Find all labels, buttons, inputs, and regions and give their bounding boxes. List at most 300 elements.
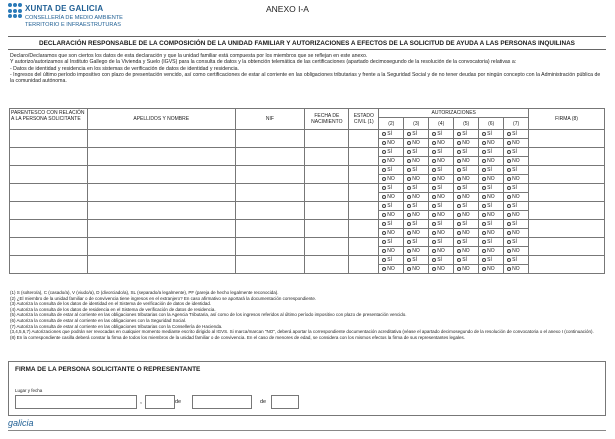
radio-icon[interactable] [432,168,436,172]
table-row [10,166,605,175]
radio-icon[interactable] [457,249,461,253]
radio-icon[interactable] [432,240,436,244]
option-label: NO [487,212,495,218]
auth-7-si-option[interactable] [504,148,529,157]
auth-2-si-option[interactable] [379,220,404,229]
option-label: NO [462,212,470,218]
apellidos-cell[interactable] [87,238,235,256]
auth-5-no-option[interactable] [454,157,479,166]
fecha-cell[interactable] [305,220,349,238]
auth-7-no-option[interactable] [504,229,529,238]
auth-6-si-option[interactable] [479,148,504,157]
option-label: SÍ [462,221,467,227]
day-field[interactable] [145,395,175,409]
radio-icon[interactable] [457,267,461,271]
auth-2-no-option[interactable] [379,229,404,238]
estado-cell[interactable] [349,202,379,220]
parentesco-cell[interactable] [10,256,88,274]
parentesco-cell[interactable] [10,184,88,202]
apellidos-cell[interactable] [87,130,235,148]
auth-7-no-option[interactable] [504,265,529,274]
radio-icon[interactable] [382,168,386,172]
fecha-cell[interactable] [305,166,349,184]
option-label: NO [462,194,470,200]
option-label: NO [437,266,445,272]
auth-5-no-option[interactable] [454,175,479,184]
auth-4-si-option[interactable] [429,256,454,265]
radio-icon[interactable] [382,231,386,235]
radio-icon[interactable] [407,267,411,271]
auth-6-no-option[interactable] [479,139,504,148]
fecha-cell[interactable] [305,148,349,166]
footnotes [10,290,606,340]
radio-icon[interactable] [432,267,436,271]
auth-3-no-option[interactable] [404,229,429,238]
option-label: SÍ [462,167,467,173]
fecha-cell[interactable] [305,256,349,274]
radio-icon[interactable] [382,213,386,217]
auth-7-no-option[interactable] [504,247,529,256]
radio-icon[interactable] [507,258,511,262]
header-auth-4: (4) [429,118,454,130]
apellidos-cell[interactable] [87,148,235,166]
auth-3-si-option[interactable] [404,238,429,247]
auth-7-si-option[interactable] [504,238,529,247]
option-label: SÍ [487,239,492,245]
auth-2-si-option[interactable] [379,256,404,265]
radio-icon[interactable] [407,213,411,217]
radio-icon[interactable] [407,150,411,154]
nif-cell[interactable] [235,130,305,148]
auth-5-si-option[interactable] [454,220,479,229]
auth-3-si-option[interactable] [404,148,429,157]
estado-cell[interactable] [349,130,379,148]
radio-icon[interactable] [507,213,511,217]
option-label: SÍ [462,203,467,209]
auth-7-si-option[interactable] [504,256,529,265]
option-label: SÍ [487,221,492,227]
radio-icon[interactable] [507,195,511,199]
radio-icon[interactable] [482,258,486,262]
option-label: NO [412,230,420,236]
auth-4-si-option[interactable] [429,130,454,139]
auth-3-no-option[interactable] [404,193,429,202]
auth-3-si-option[interactable] [404,184,429,193]
radio-icon[interactable] [432,150,436,154]
radio-icon[interactable] [507,132,511,136]
option-label: SÍ [462,185,467,191]
radio-icon[interactable] [507,159,511,163]
firma-cell[interactable] [529,148,605,166]
auth-4-no-option[interactable] [429,229,454,238]
option-label: NO [462,176,470,182]
header-parentesco: PARENTESCO CON RELACIÓN A LA PERSONA SOLICITANTE [10,109,88,130]
apellidos-cell[interactable] [87,166,235,184]
auth-4-si-option[interactable] [429,220,454,229]
auth-4-no-option[interactable] [429,175,454,184]
option-label: NO [462,266,470,272]
radio-icon[interactable] [457,177,461,181]
radio-icon[interactable] [482,159,486,163]
parentesco-cell[interactable] [10,238,88,256]
auth-7-no-option[interactable] [504,139,529,148]
auth-6-no-option[interactable] [479,193,504,202]
option-label: NO [437,140,445,146]
radio-icon[interactable] [507,240,511,244]
apellidos-cell[interactable] [87,184,235,202]
auth-7-no-option[interactable] [504,193,529,202]
auth-2-si-option[interactable] [379,202,404,211]
auth-7-si-option[interactable] [504,130,529,139]
table-row [10,202,605,211]
option-label: NO [387,158,395,164]
radio-icon[interactable] [432,141,436,145]
radio-icon[interactable] [482,132,486,136]
department-name: CONSELLERÍA DE MEDIO AMBIENTE TERRITORIO E INFRAESTRUTURAS [25,15,123,28]
radio-icon[interactable] [507,168,511,172]
radio-icon[interactable] [382,150,386,154]
auth-4-si-option[interactable] [429,184,454,193]
auth-2-si-option[interactable] [379,184,404,193]
auth-3-no-option[interactable] [404,157,429,166]
option-label: SÍ [412,131,417,137]
radio-icon[interactable] [432,177,436,181]
auth-5-no-option[interactable] [454,229,479,238]
option-label: SÍ [462,257,467,263]
radio-icon[interactable] [382,159,386,163]
parentesco-cell[interactable] [10,130,88,148]
radio-icon[interactable] [407,204,411,208]
auth-2-no-option[interactable] [379,175,404,184]
nif-cell[interactable] [235,148,305,166]
radio-icon[interactable] [432,186,436,190]
year-field[interactable] [271,395,299,409]
auth-2-no-option[interactable] [379,211,404,220]
radio-icon[interactable] [482,213,486,217]
auth-3-si-option[interactable] [404,256,429,265]
radio-icon[interactable] [432,231,436,235]
auth-5-si-option[interactable] [454,256,479,265]
option-label: SÍ [462,131,467,137]
option-label: NO [512,212,520,218]
option-label: NO [437,194,445,200]
auth-6-no-option[interactable] [479,247,504,256]
auth-3-si-option[interactable] [404,166,429,175]
fecha-cell[interactable] [305,130,349,148]
auth-3-no-option[interactable] [404,175,429,184]
radio-icon[interactable] [407,258,411,262]
radio-icon[interactable] [432,249,436,253]
radio-icon[interactable] [457,159,461,163]
auth-6-no-option[interactable] [479,229,504,238]
radio-icon[interactable] [382,186,386,190]
radio-icon[interactable] [457,150,461,154]
radio-icon[interactable] [407,177,411,181]
radio-icon[interactable] [507,222,511,226]
auth-2-si-option[interactable] [379,148,404,157]
auth-4-si-option[interactable] [429,202,454,211]
radio-icon[interactable] [382,195,386,199]
header-apellidos: APELLIDOS Y NOMBRE [87,109,235,130]
option-label: NO [512,176,520,182]
auth-5-si-option[interactable] [454,166,479,175]
fecha-cell[interactable] [305,238,349,256]
radio-icon[interactable] [457,213,461,217]
radio-icon[interactable] [507,249,511,253]
auth-5-no-option[interactable] [454,265,479,274]
auth-5-no-option[interactable] [454,211,479,220]
option-label: SÍ [387,257,393,263]
radio-icon[interactable] [482,141,486,145]
estado-cell[interactable] [349,238,379,256]
radio-icon[interactable] [482,204,486,208]
radio-icon[interactable] [407,159,411,163]
nif-cell[interactable] [235,238,305,256]
auth-7-no-option[interactable] [504,157,529,166]
radio-icon[interactable] [457,204,461,208]
firma-cell[interactable] [529,256,605,274]
auth-2-si-option[interactable] [379,238,404,247]
estado-cell[interactable] [349,148,379,166]
radio-icon[interactable] [432,195,436,199]
parentesco-cell[interactable] [10,220,88,238]
radio-icon[interactable] [432,213,436,217]
auth-4-si-option[interactable] [429,166,454,175]
auth-4-no-option[interactable] [429,247,454,256]
auth-6-no-option[interactable] [479,265,504,274]
radio-icon[interactable] [407,240,411,244]
auth-6-si-option[interactable] [479,238,504,247]
auth-6-no-option[interactable] [479,157,504,166]
option-label: SÍ [387,185,393,191]
radio-icon[interactable] [507,204,511,208]
option-label: SÍ [387,239,393,245]
nif-cell[interactable] [235,166,305,184]
option-label: SÍ [412,239,417,245]
auth-5-no-option[interactable] [454,139,479,148]
apellidos-cell[interactable] [87,220,235,238]
auth-6-no-option[interactable] [479,175,504,184]
radio-icon[interactable] [457,195,461,199]
auth-5-si-option[interactable] [454,130,479,139]
parentesco-cell[interactable] [10,148,88,166]
estado-cell[interactable] [349,220,379,238]
auth-4-si-option[interactable] [429,148,454,157]
radio-icon[interactable] [482,177,486,181]
firma-cell[interactable] [529,238,605,256]
radio-icon[interactable] [407,231,411,235]
fecha-cell[interactable] [305,184,349,202]
auth-4-no-option[interactable] [429,265,454,274]
nif-cell[interactable] [235,202,305,220]
fecha-cell[interactable] [305,202,349,220]
auth-7-no-option[interactable] [504,211,529,220]
auth-3-no-option[interactable] [404,247,429,256]
radio-icon[interactable] [382,258,386,262]
auth-2-no-option[interactable] [379,139,404,148]
estado-cell[interactable] [349,184,379,202]
auth-6-si-option[interactable] [479,130,504,139]
xunta-logo-icon [8,3,22,19]
radio-icon[interactable] [382,267,386,271]
option-label: SÍ [387,131,393,137]
header-auth-7: (7) [504,118,529,130]
radio-icon[interactable] [432,159,436,163]
radio-icon[interactable] [482,150,486,154]
radio-icon[interactable] [382,141,386,145]
auth-7-si-option[interactable] [504,166,529,175]
auth-6-si-option[interactable] [479,202,504,211]
month-field[interactable] [192,395,252,409]
auth-3-no-option[interactable] [404,265,429,274]
option-label: SÍ [387,149,393,155]
radio-icon[interactable] [507,267,511,271]
option-label: SÍ [437,257,442,263]
table-row [10,256,605,265]
parentesco-cell[interactable] [10,202,88,220]
radio-icon[interactable] [457,231,461,235]
galicia-footer-logo: galicia [8,418,34,428]
radio-icon[interactable] [482,267,486,271]
radio-icon[interactable] [457,258,461,262]
auth-7-si-option[interactable] [504,202,529,211]
auth-7-no-option[interactable] [504,175,529,184]
radio-icon[interactable] [507,186,511,190]
firma-cell[interactable] [529,184,605,202]
auth-5-si-option[interactable] [454,184,479,193]
radio-icon[interactable] [507,231,511,235]
option-label: NO [437,230,445,236]
option-label: SÍ [437,131,442,137]
option-label: SÍ [387,221,393,227]
estado-cell[interactable] [349,166,379,184]
radio-icon[interactable] [407,186,411,190]
auth-3-no-option[interactable] [404,211,429,220]
footnote: (4) Autoriza la consulta de los datos de residencia en el Sistema de verificación de datos de residencia. [10,306,216,312]
auth-6-si-option[interactable] [479,220,504,229]
auth-3-si-option[interactable] [404,130,429,139]
auth-4-no-option[interactable] [429,211,454,220]
option-label: SÍ [487,257,492,263]
parentesco-cell[interactable] [10,166,88,184]
auth-3-si-option[interactable] [404,220,429,229]
firma-cell[interactable] [529,220,605,238]
radio-icon[interactable] [382,222,386,226]
nif-cell[interactable] [235,184,305,202]
firma-cell[interactable] [529,130,605,148]
apellidos-cell[interactable] [87,256,235,274]
radio-icon[interactable] [482,231,486,235]
radio-icon[interactable] [507,150,511,154]
radio-icon[interactable] [482,195,486,199]
radio-icon[interactable] [457,222,461,226]
org-name: XUNTA DE GALICIA [25,4,104,13]
radio-icon[interactable] [482,240,486,244]
option-label: SÍ [437,167,442,173]
radio-icon[interactable] [507,141,511,145]
radio-icon[interactable] [407,249,411,253]
radio-icon[interactable] [457,141,461,145]
radio-icon[interactable] [457,186,461,190]
radio-icon[interactable] [382,240,386,244]
option-label: NO [387,176,395,182]
auth-2-si-option[interactable] [379,130,404,139]
auth-6-si-option[interactable] [479,166,504,175]
option-label: NO [512,158,520,164]
auth-4-no-option[interactable] [429,157,454,166]
radio-icon[interactable] [482,249,486,253]
radio-icon[interactable] [407,141,411,145]
auth-2-no-option[interactable] [379,247,404,256]
option-label: SÍ [462,239,467,245]
auth-6-si-option[interactable] [479,184,504,193]
radio-icon[interactable] [457,132,461,136]
radio-icon[interactable] [457,168,461,172]
radio-icon[interactable] [407,132,411,136]
auth-2-no-option[interactable] [379,265,404,274]
radio-icon[interactable] [432,258,436,262]
radio-icon[interactable] [432,204,436,208]
auth-7-si-option[interactable] [504,184,529,193]
apellidos-cell[interactable] [87,202,235,220]
auth-2-si-option[interactable] [379,166,404,175]
auth-5-si-option[interactable] [454,202,479,211]
radio-icon[interactable] [482,168,486,172]
radio-icon[interactable] [382,249,386,253]
auth-2-no-option[interactable] [379,157,404,166]
place-field[interactable] [15,395,137,409]
radio-icon[interactable] [407,195,411,199]
radio-icon[interactable] [382,132,386,136]
radio-icon[interactable] [407,222,411,226]
footnote: (3) Autoriza la consulta de los datos de identidad en el Sistema de verificación de datos de identidad. [10,301,212,307]
auth-5-si-option[interactable] [454,238,479,247]
radio-icon[interactable] [382,204,386,208]
radio-icon[interactable] [482,222,486,226]
footnote: (1) S (soltero/a), C (casado/a), V (viudo/a), D (divorciado/a), SL (separado/a legalmente), PF (pareja de hecho legalmente reconocida). [10,290,279,295]
radio-icon[interactable] [482,186,486,190]
auth-4-no-option[interactable] [429,193,454,202]
nif-cell[interactable] [235,220,305,238]
auth-4-si-option[interactable] [429,238,454,247]
radio-icon[interactable] [457,240,461,244]
auth-3-no-option[interactable] [404,139,429,148]
radio-icon[interactable] [432,222,436,226]
footnote: (3,4,5,6,7) Autorizaciones que podrán ser revocadas en cualquier momento mediante escrito dirigido al IGVS. Si marca/marcan "NO", deberá aportar la correspondiente documentación acreditativa (véase el apartado decimosegundo de la resolución de convocatoria o el anexo I (continuación). [10,329,594,335]
estado-cell[interactable] [349,256,379,274]
auth-2-no-option[interactable] [379,193,404,202]
radio-icon[interactable] [507,177,511,181]
signature-title: FIRMA DE LA PERSONA SOLICITANTE O REPRESENTANTE [15,366,201,373]
header-auth-2: (2) [379,118,404,130]
table-row [10,184,605,193]
radio-icon[interactable] [432,132,436,136]
document-title: DECLARACIÓN RESPONSABLE DE LA COMPOSICIÓN DE LA UNIDAD FAMILIAR Y AUTORIZACIONES A EFECTOS DE LA SOLICITUD DE AYUDA A LAS PERSONAS INQUILINAS [8,36,606,50]
auth-6-no-option[interactable] [479,211,504,220]
radio-icon[interactable] [407,168,411,172]
firma-cell[interactable] [529,202,605,220]
nif-cell[interactable] [235,256,305,274]
auth-5-no-option[interactable] [454,247,479,256]
auth-6-si-option[interactable] [479,256,504,265]
auth-4-no-option[interactable] [429,139,454,148]
auth-5-no-option[interactable] [454,193,479,202]
radio-icon[interactable] [382,177,386,181]
auth-7-si-option[interactable] [504,220,529,229]
auth-3-si-option[interactable] [404,202,429,211]
auth-5-si-option[interactable] [454,148,479,157]
firma-cell[interactable] [529,166,605,184]
